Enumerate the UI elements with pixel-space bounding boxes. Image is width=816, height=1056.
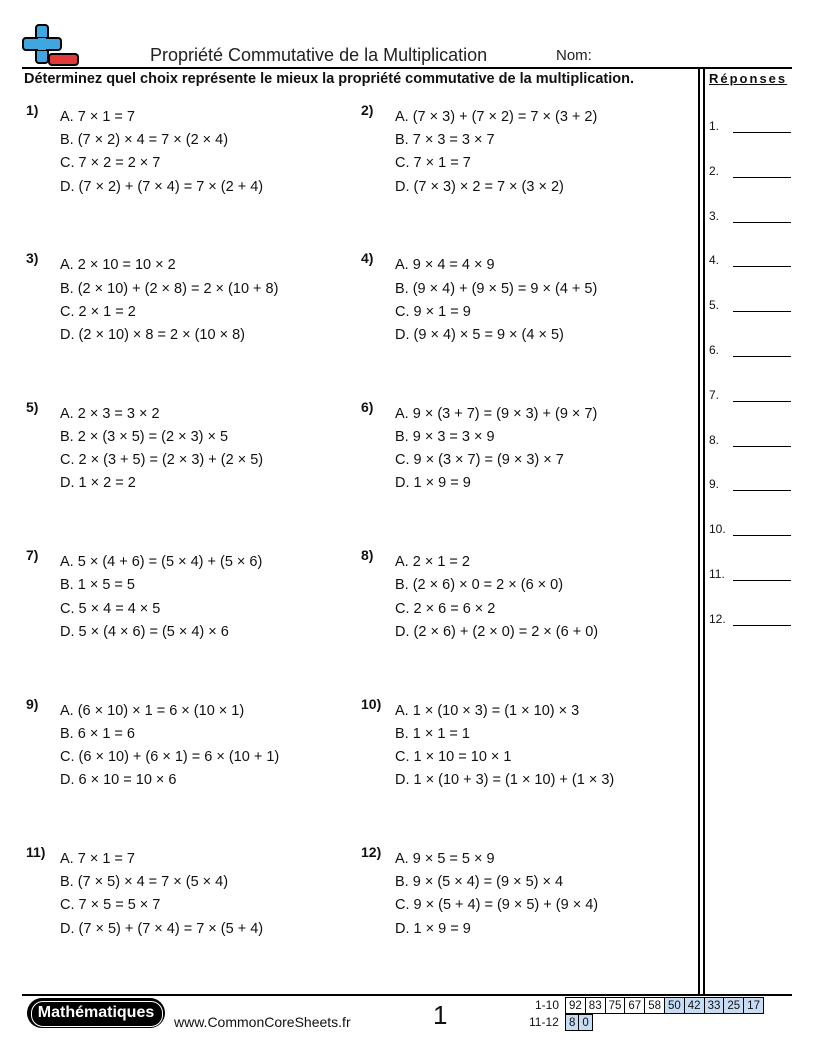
answer-blank[interactable]	[709, 612, 793, 628]
score-cell: 50	[664, 998, 684, 1014]
answer-number: 6.	[709, 343, 720, 357]
score-row	[565, 1014, 593, 1031]
answer-choice-a: A. 1 × (10 × 3) = (1 × 10) × 3	[395, 702, 580, 719]
answer-line[interactable]	[733, 580, 791, 581]
answer-number: 7.	[709, 387, 720, 402]
answer-choice-b: B. (2 × 10) + (2 × 8) = 2 × (10 + 8)	[60, 280, 279, 297]
answer-choice-c: C. 7 × 1 = 7	[395, 155, 471, 172]
answer-column-divider	[703, 67, 705, 995]
answer-choice-b: B. (7 × 2) × 4 = 7 × (2 × 4)	[60, 132, 229, 149]
answer-number: 11.	[709, 567, 725, 581]
answer-line[interactable]	[733, 132, 791, 133]
answers-title: Réponses	[709, 71, 788, 86]
answer-choice-c: C. (6 × 10) + (6 × 1) = 6 × (10 + 1)	[60, 748, 280, 765]
answer-number: 10.	[709, 522, 726, 537]
problem-number: 4)	[361, 250, 374, 267]
answer-line[interactable]	[733, 266, 791, 267]
answer-choice-c: C. 2 × 6 = 6 × 2	[395, 600, 496, 617]
answer-number: 12.	[709, 611, 726, 626]
answer-line[interactable]	[733, 625, 791, 626]
instructions: Déterminez quel choix représente le mieux la propriété commutative de la multiplication.	[24, 71, 634, 87]
problem-number: 12)	[361, 844, 382, 860]
answer-choice-a: A. 9 × 5 = 5 × 9	[395, 851, 495, 867]
answer-choice-a: A. 2 × 3 = 3 × 2	[60, 405, 160, 422]
answer-number: 2.	[709, 163, 720, 178]
page-title: Propriété Commutative de la Multiplication	[150, 45, 488, 65]
answer-blank[interactable]	[709, 388, 793, 404]
website-link[interactable]: www.CommonCoreSheets.fr	[174, 1014, 351, 1030]
problem-number: 10)	[361, 695, 382, 712]
score-cell: 25	[724, 998, 744, 1014]
score-cell: 92	[566, 998, 586, 1014]
answer-choice-d: D. 1 × 2 = 2	[60, 475, 136, 492]
answer-choice-d: D. (2 × 6) + (2 × 0) = 2 × (6 + 0)	[395, 623, 599, 640]
answer-choice-a: A. (7 × 3) + (7 × 2) = 7 × (3 + 2)	[395, 109, 598, 125]
answer-choice-a: A. 5 × (4 + 6) = (5 × 4) + (5 × 6)	[60, 554, 263, 571]
problem-number: 7)	[26, 547, 39, 564]
answer-column-divider	[698, 67, 700, 995]
problem-number: 9)	[26, 695, 39, 712]
answer-line[interactable]	[733, 535, 791, 536]
answer-choice-b: B. (2 × 6) × 0 = 2 × (6 × 0)	[395, 577, 564, 594]
answer-number: 3.	[709, 208, 720, 223]
answer-number: 8.	[709, 432, 720, 447]
answer-choice-c: C. 7 × 5 = 5 × 7	[60, 897, 161, 914]
answer-choice-c: C. 7 × 2 = 2 × 7	[60, 155, 161, 172]
problem-number: 1)	[26, 102, 39, 118]
answer-choice-d: D. 1 × (10 + 3) = (1 × 10) + (1 × 3)	[395, 772, 615, 789]
answer-choice-d: D. 5 × (4 × 6) = (5 × 4) × 6	[60, 623, 229, 640]
answer-choice-d: D. (2 × 10) × 8 = 2 × (10 × 8)	[60, 326, 245, 343]
score-cell: 8	[566, 1015, 579, 1031]
score-row-label: 1-10	[535, 998, 560, 1012]
answer-blank[interactable]	[709, 209, 793, 225]
score-cell: 75	[605, 998, 625, 1014]
answer-choice-a: A. 9 × 4 = 4 × 9	[395, 257, 495, 274]
answer-number: 1.	[709, 119, 720, 133]
answer-line[interactable]	[733, 177, 791, 178]
footer-divider	[22, 994, 792, 996]
answer-blank[interactable]	[709, 298, 793, 314]
answer-blank[interactable]	[709, 433, 793, 449]
answer-choice-b: B. (9 × 4) + (9 × 5) = 9 × (4 + 5)	[395, 280, 598, 297]
answer-choice-a: A. 7 × 1 = 7	[60, 109, 135, 125]
score-cell: 33	[704, 998, 724, 1014]
answer-choice-d: D. (7 × 2) + (7 × 4) = 7 × (2 + 4)	[60, 178, 264, 195]
answer-choice-a: A. (6 × 10) × 1 = 6 × (10 × 1)	[60, 702, 245, 719]
answer-blank[interactable]	[709, 477, 793, 493]
answer-choice-c: C. 2 × 1 = 2	[60, 303, 136, 320]
score-cell: 42	[684, 998, 704, 1014]
score-cell: 83	[585, 998, 605, 1014]
brand-badge: Mathématiques	[27, 998, 165, 1028]
answer-choice-d: D. 1 × 9 = 9	[395, 475, 471, 492]
answer-blank[interactable]	[709, 253, 793, 269]
answer-choice-b: B. (7 × 5) × 4 = 7 × (5 × 4)	[60, 874, 229, 891]
score-cell: 58	[645, 998, 665, 1014]
answer-line[interactable]	[733, 401, 791, 402]
answer-choice-c: C. 1 × 10 = 10 × 1	[395, 748, 512, 765]
answer-choice-d: D. (7 × 5) + (7 × 4) = 7 × (5 + 4)	[60, 920, 264, 937]
name-label: Nom:	[556, 47, 592, 64]
score-cell: 0	[579, 1015, 592, 1031]
answer-number: 9.	[709, 477, 720, 492]
answer-blank[interactable]	[709, 522, 793, 538]
answer-line[interactable]	[733, 222, 791, 223]
answer-choice-a: A. 2 × 10 = 10 × 2	[60, 257, 176, 274]
problem-number: 5)	[26, 398, 39, 415]
answer-choice-a: A. 2 × 1 = 2	[395, 554, 470, 571]
answer-choice-b: B. 2 × (3 × 5) = (2 × 3) × 5	[60, 428, 229, 445]
answer-line[interactable]	[733, 356, 791, 357]
answer-choice-a: A. 7 × 1 = 7	[60, 851, 135, 867]
header-divider	[22, 67, 792, 69]
answer-line[interactable]	[733, 311, 791, 312]
answer-blank[interactable]	[709, 164, 793, 180]
problem-number: 3)	[26, 250, 39, 267]
answer-choice-d: D. (9 × 4) × 5 = 9 × (4 × 5)	[395, 326, 564, 343]
answer-choice-b: B. 9 × (5 × 4) = (9 × 5) × 4	[395, 874, 564, 891]
plus-minus-logo-icon	[22, 24, 80, 68]
answer-line[interactable]	[733, 446, 791, 447]
answer-choice-b: B. 7 × 3 = 3 × 7	[395, 132, 495, 149]
answer-blank[interactable]	[709, 567, 793, 583]
answer-number: 5.	[709, 298, 720, 313]
answer-choice-c: C. 9 × (3 × 7) = (9 × 3) × 7	[395, 452, 564, 469]
brand-badge-border	[31, 1001, 163, 1027]
answer-number: 4.	[709, 253, 720, 268]
answer-choice-c: C. 2 × (3 + 5) = (2 × 3) + (2 × 5)	[60, 452, 264, 469]
score-row-label: 11-12	[529, 1015, 559, 1029]
score-cell: 67	[625, 998, 645, 1014]
problem-number: 6)	[361, 398, 374, 415]
score-cell: 17	[744, 998, 764, 1014]
answer-line[interactable]	[733, 490, 791, 491]
score-row	[565, 997, 764, 1014]
page-number: 1	[433, 1000, 448, 1030]
answer-choice-b: B. 1 × 5 = 5	[60, 577, 135, 594]
answer-choice-d: D. (7 × 3) × 2 = 7 × (3 × 2)	[395, 178, 564, 195]
answer-choice-b: B. 9 × 3 = 3 × 9	[395, 428, 495, 445]
answer-choice-c: C. 9 × 1 = 9	[395, 303, 471, 320]
answer-choice-c: C. 5 × 4 = 4 × 5	[60, 600, 161, 617]
answer-choice-a: A. 9 × (3 + 7) = (9 × 3) + (9 × 7)	[395, 405, 598, 422]
answer-choice-c: C. 9 × (5 + 4) = (9 × 5) + (9 × 4)	[395, 897, 599, 914]
answer-blank[interactable]	[709, 119, 793, 135]
answer-blank[interactable]	[709, 343, 793, 359]
problem-number: 8)	[361, 547, 374, 564]
problem-number: 11)	[26, 844, 46, 860]
answer-choice-b: B. 1 × 1 = 1	[395, 725, 470, 742]
problem-number: 2)	[361, 102, 374, 118]
answer-choice-d: D. 6 × 10 = 10 × 6	[60, 772, 177, 789]
answer-choice-d: D. 1 × 9 = 9	[395, 920, 471, 937]
answer-choice-b: B. 6 × 1 = 6	[60, 725, 135, 742]
